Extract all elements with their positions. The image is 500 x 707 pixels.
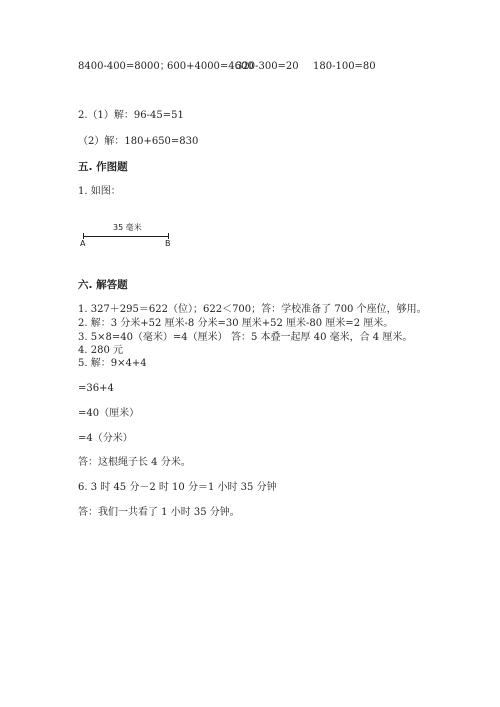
q2-part1: 2.（1）解：96-45=51: [78, 110, 184, 121]
calc-item-3: 320-300=20: [236, 61, 299, 72]
q2-part2: （2）解：180+650=830: [78, 136, 199, 147]
section6-line-3-answer: 答：5 本叠一起厚 40 毫米，合 4 厘米。: [231, 332, 413, 343]
section6-line-4: 4. 280 元: [78, 345, 123, 356]
q6-answer: 答：我们一共看了 1 小时 35 分钟。: [78, 507, 240, 518]
section5-item1: 1. 如图：: [78, 186, 121, 197]
step-1: =36+4: [78, 383, 114, 394]
section6-line-5: 5. 解：9×4+4: [78, 358, 147, 369]
step-3: =4（分米）: [78, 433, 133, 444]
section6-line-2: 2. 解：3 分米+52 厘米-8 分米=30 厘米+52 厘米-80 厘米=2 厘米。: [78, 318, 394, 329]
step-4-answer: 答：这根绳子长 4 分米。: [78, 457, 191, 468]
section6-title: 六. 解答题: [78, 279, 128, 291]
point-a-label: A: [80, 239, 86, 248]
segment-measure-label: 35 毫米: [113, 223, 142, 232]
calc-item-2: 600+4000=4600: [167, 61, 254, 72]
point-b-label: B: [165, 239, 171, 248]
section6-line-3-calc: 3. 5×8=40（毫米）=4（厘米）: [78, 332, 228, 343]
section5-title: 五. 作图题: [78, 161, 128, 173]
step-2: =40（厘米）: [78, 408, 140, 419]
q6-line: 6. 3 时 45 分－2 时 10 分＝1 小时 35 分钟: [78, 482, 277, 493]
segment-line: [83, 236, 169, 237]
calc-item-4: 180-100=80: [313, 61, 376, 72]
calc-item-1: 8400-400=8000；: [78, 61, 170, 72]
section6-line-1: 1. 327＋295＝622（位）；622＜700；答：学校准备了 700 个座位，够用。: [78, 304, 427, 315]
